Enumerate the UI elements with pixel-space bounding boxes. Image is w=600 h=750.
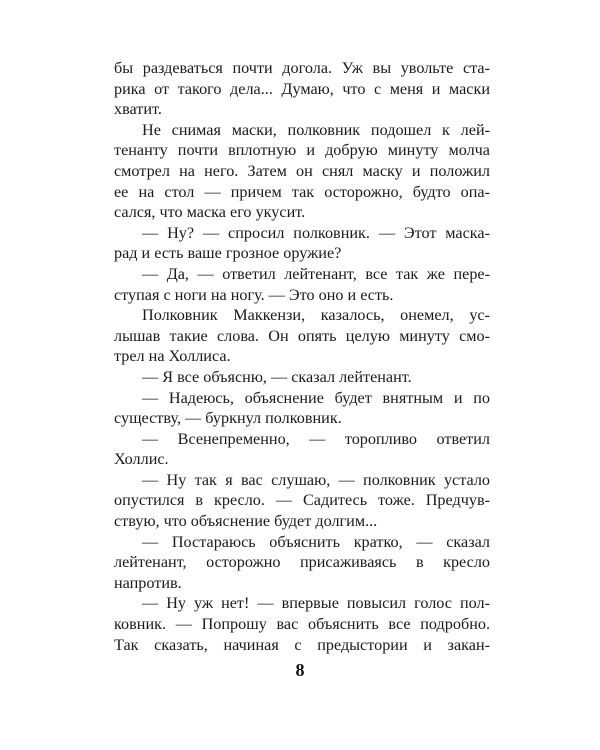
text-line: лышав такие слова. Он опять целую минуту смо- [114,326,490,345]
text-line: — Ну уж нет! — впервые повысил голос пол- [142,594,490,613]
text-line: трел на Холлиса. [114,347,231,366]
text-line: ступая с ноги на ногу. — Это оно и есть. [114,285,394,304]
text-line: — Ну? — спросил полковник. — Этот маска- [142,223,490,242]
text-line: Так сказать, начиная с предыстории и закан- [114,635,490,654]
text-line: бы раздеваться почти догола. Уж вы увольте ста- [114,59,490,77]
text-line: рика от такого дела... Думаю, что с меня и маски [114,79,490,98]
text-line: — Надеюсь, объяснение будет внятным и по [142,388,490,407]
text-line: существу, — буркнул полковник. [114,409,342,428]
text-line: — Ну так я вас слушаю, — полковник устало [142,470,490,489]
text-line: рад и есть ваше грозное оружие? [114,244,342,263]
text-line: Не снимая маски, полковник подошел к лей- [142,120,490,139]
text-line: — Да, — ответил лейтенант, все так же пере- [142,264,490,283]
text-line: — Я все объясню, — сказал лейтенант. [142,367,412,386]
text-line: смотрел на него. Затем он снял маску и положил [114,161,490,180]
text-line: Холлис. [114,450,169,469]
body-text [114,58,490,655]
text-line: лейтенант, осторожно присаживаясь в кресло [114,553,490,572]
text-line: — Всенепременно, — торопливо ответил [142,429,490,448]
text-line: — Постараюсь объяснить кратко, — сказал [142,532,490,551]
text-line: ковник. — Попрошу вас объяснить все подробно. [114,615,490,634]
text-line: тенанту почти вплотную и добрую минуту молча [114,141,490,160]
text-line: Полковник Маккензи, казалось, онемел, ус- [142,306,490,325]
text-line: ее на стол — причем так осторожно, будто опа- [114,182,490,201]
text-line: хватит. [114,100,162,119]
page-number: 8 [295,660,305,680]
text-line: напротив. [114,573,182,592]
text-line: ствую, что объяснение будет долгим... [114,512,378,531]
text-line: опустился в кресло. — Садитесь тоже. Предчув- [114,491,490,510]
text-line: сался, что маска его укусит. [114,203,306,222]
